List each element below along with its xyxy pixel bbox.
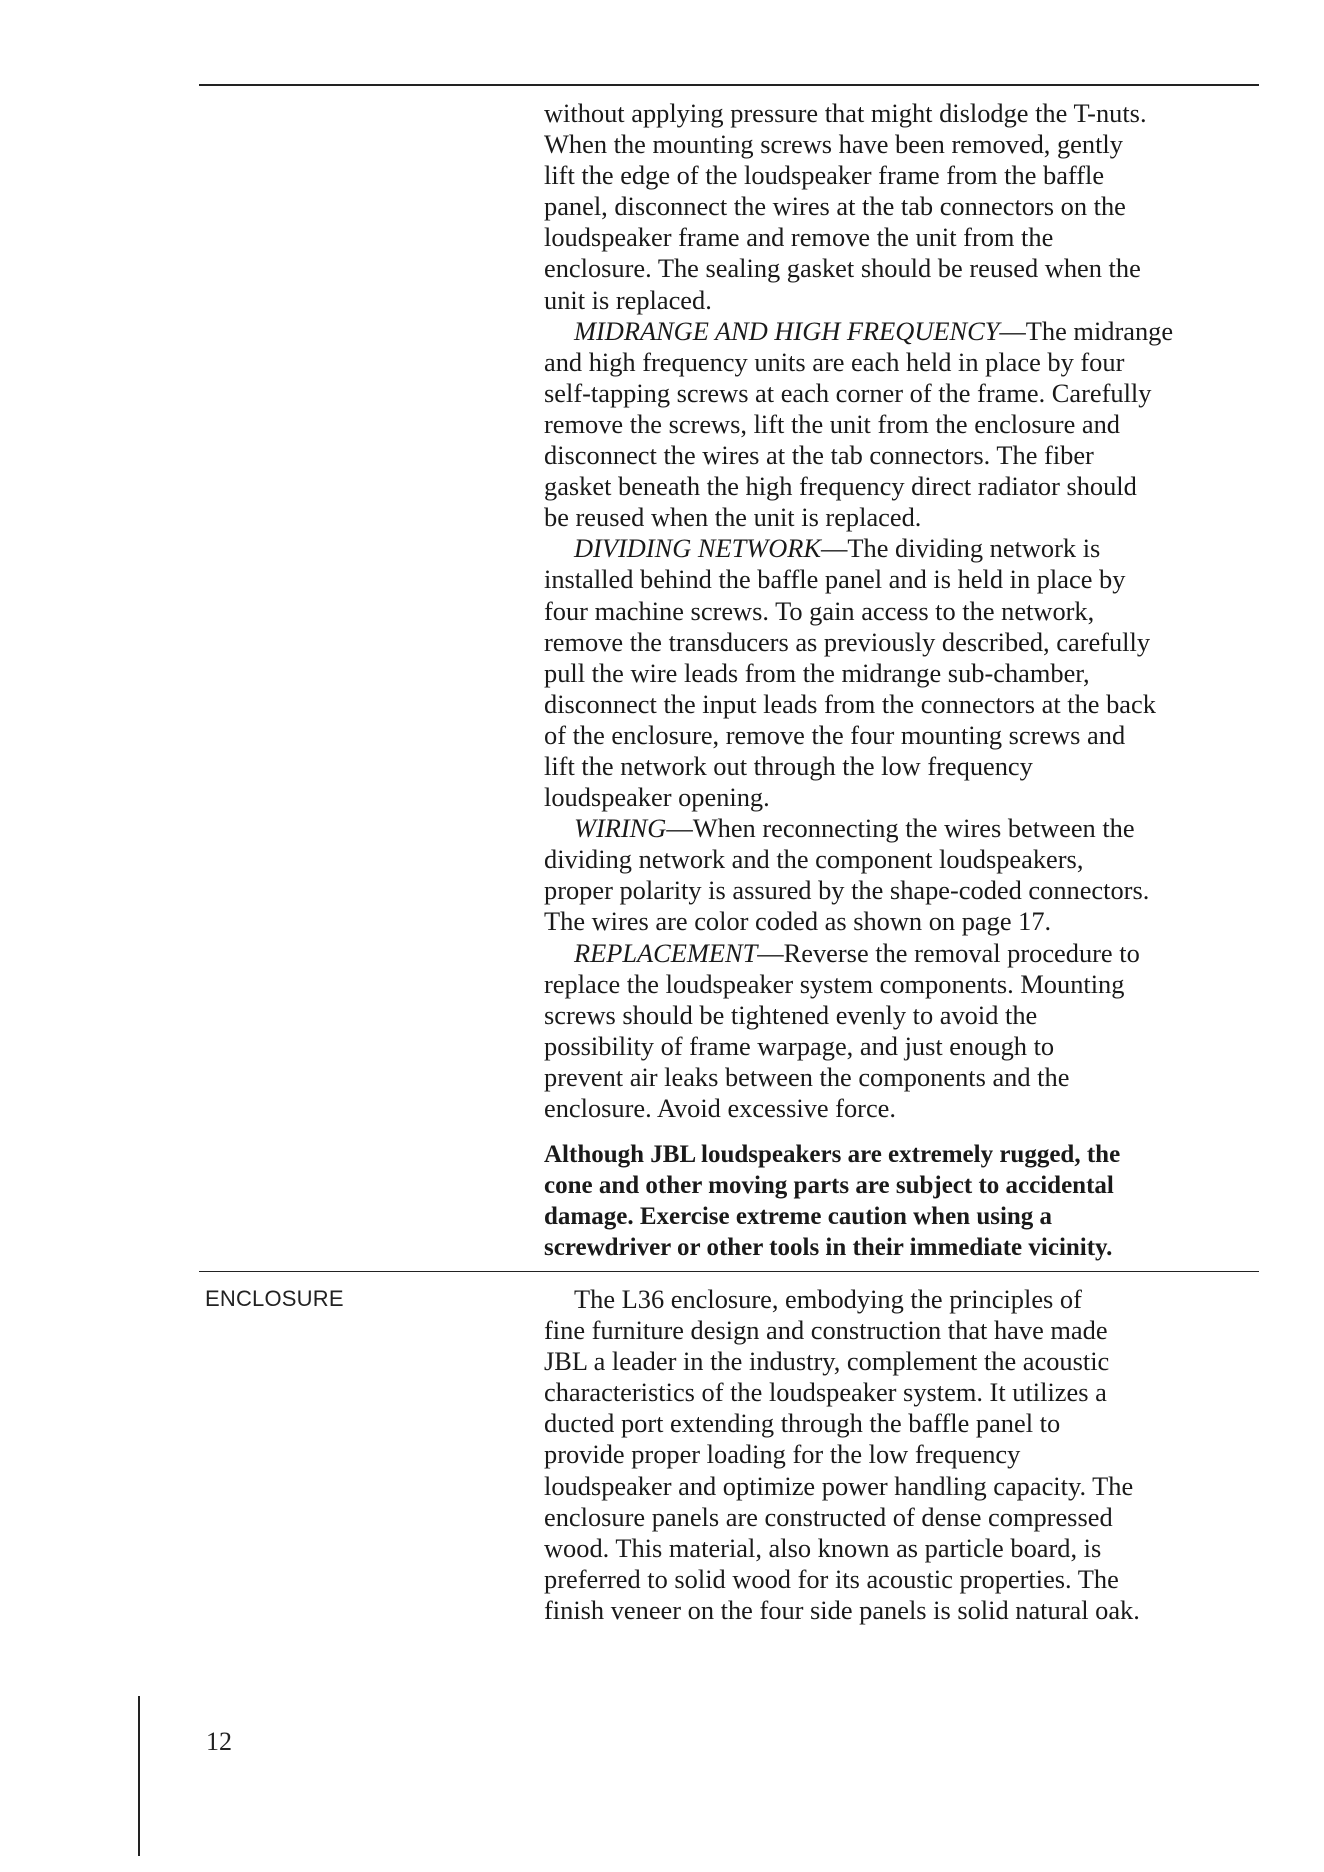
- text-line: lift the edge of the loudspeaker frame from the baffle: [544, 160, 1105, 191]
- text-line: four machine screws. To gain access to the network,: [544, 595, 1095, 626]
- text-line: prevent air leaks between the components and the: [544, 1061, 1070, 1092]
- text-line: self-tapping screws at each corner of the frame. Carefully: [544, 377, 1152, 408]
- caution-line: screwdriver or other tools in their immediate vicinity.: [544, 1234, 1113, 1262]
- text-run: —When reconnecting the wires between the: [666, 813, 1135, 844]
- top-rule: [199, 84, 1259, 86]
- paragraph-removal-continued: [544, 98, 1270, 316]
- caution-line: cone and other moving parts are subject to accidental: [544, 1172, 1114, 1200]
- caution-line: Although JBL loudspeakers are extremely rugged, the: [544, 1141, 1121, 1169]
- run-in-heading-replacement: REPLACEMENT: [574, 937, 758, 968]
- text-line: possibility of frame warpage, and just enough to: [544, 1030, 1055, 1061]
- paragraph-midrange: [544, 316, 1270, 534]
- text-line: of the enclosure, remove the four mounting screws and: [544, 719, 1126, 750]
- caution-notice: [544, 1139, 1270, 1263]
- text-run: —The midrange: [999, 315, 1174, 346]
- text-line: unit is replaced.: [544, 284, 712, 315]
- text-run: —The dividing network is: [821, 533, 1101, 564]
- text-line: lift the network out through the low frequency: [544, 750, 1033, 781]
- text-line: ducted port extending through the baffle panel to: [544, 1408, 1061, 1439]
- text-line: When the mounting screws have been removed, gently: [544, 129, 1123, 160]
- text-line: without applying pressure that might dislodge the T-nuts.: [544, 98, 1147, 128]
- text-line: loudspeaker opening.: [544, 782, 770, 813]
- text-line: screws should be tightened evenly to avoid the: [544, 999, 1038, 1030]
- paragraph-wiring: [544, 813, 1270, 937]
- text-line: The L36 enclosure, embodying the principles of: [574, 1284, 1082, 1314]
- text-line: and high frequency units are each held in place by four: [544, 346, 1125, 377]
- run-in-heading-midrange: MIDRANGE AND HIGH FREQUENCY: [574, 315, 1000, 346]
- text-line: dividing network and the component loudspeakers,: [544, 844, 1084, 875]
- text-line: loudspeaker frame and remove the unit from the: [544, 222, 1054, 253]
- section-divider-rule: [199, 1271, 1259, 1272]
- text-line: gasket beneath the high frequency direct radiator should: [544, 471, 1137, 502]
- text-line: remove the transducers as previously described, carefully: [544, 626, 1151, 657]
- paragraph-first-line: [544, 316, 1270, 347]
- text-line: enclosure. The sealing gasket should be reused when the: [544, 253, 1141, 284]
- text-line: panel, disconnect the wires at the tab connectors on the: [544, 191, 1126, 222]
- text-line: finish veneer on the four side panels is solid natural oak.: [544, 1594, 1140, 1625]
- margin-bar: [138, 1696, 140, 1856]
- section-heading-enclosure: ENCLOSURE: [205, 1286, 344, 1311]
- text-line: enclosure. Avoid excessive force.: [544, 1093, 896, 1123]
- run-in-heading-wiring: WIRING: [574, 813, 667, 844]
- text-line: remove the screws, lift the unit from the enclosure and: [544, 408, 1121, 439]
- caution-line: damage. Exercise extreme caution when using a: [544, 1203, 1053, 1231]
- text-line: JBL a leader in the industry, complement the acoustic: [544, 1346, 1110, 1377]
- paragraph-first-line: [544, 938, 1270, 969]
- text-line: proper polarity is assured by the shape-coded connectors.: [544, 875, 1150, 906]
- text-line: enclosure panels are constructed of dense compressed: [544, 1501, 1113, 1532]
- text-line: installed behind the baffle panel and is held in place by: [544, 564, 1126, 595]
- paragraph-first-line: [544, 813, 1270, 844]
- text-line: replace the loudspeaker system components. Mounting: [544, 968, 1125, 999]
- text-line: preferred to solid wood for its acoustic properties. The: [544, 1563, 1119, 1594]
- text-line: disconnect the input leads from the connectors at the back: [544, 688, 1156, 719]
- text-line: disconnect the wires at the tab connectors. The fiber: [544, 440, 1094, 471]
- paragraph-dividing-network: [544, 533, 1270, 813]
- text-line: fine furniture design and construction that have made: [544, 1315, 1108, 1346]
- text-line: The wires are color coded as shown on page 17.: [544, 906, 1052, 937]
- upper-text-column: [544, 98, 1270, 1263]
- text-line: provide proper loading for the low frequency: [544, 1439, 1021, 1470]
- page-number: 12: [206, 1727, 232, 1756]
- text-run: —Reverse the removal procedure to: [757, 937, 1140, 968]
- paragraph-first-line: [544, 533, 1270, 564]
- run-in-heading-network: DIVIDING NETWORK: [574, 533, 822, 564]
- text-line: wood. This material, also known as particle board, is: [544, 1532, 1102, 1563]
- enclosure-text-column: [544, 1284, 1270, 1626]
- text-line: characteristics of the loudspeaker system. It utilizes a: [544, 1377, 1107, 1408]
- text-line: be reused when the unit is replaced.: [544, 502, 922, 533]
- paragraph-replacement: [544, 938, 1270, 1125]
- text-line: pull the wire leads from the midrange sub-chamber,: [544, 657, 1090, 688]
- text-line: loudspeaker and optimize power handling capacity. The: [544, 1470, 1134, 1501]
